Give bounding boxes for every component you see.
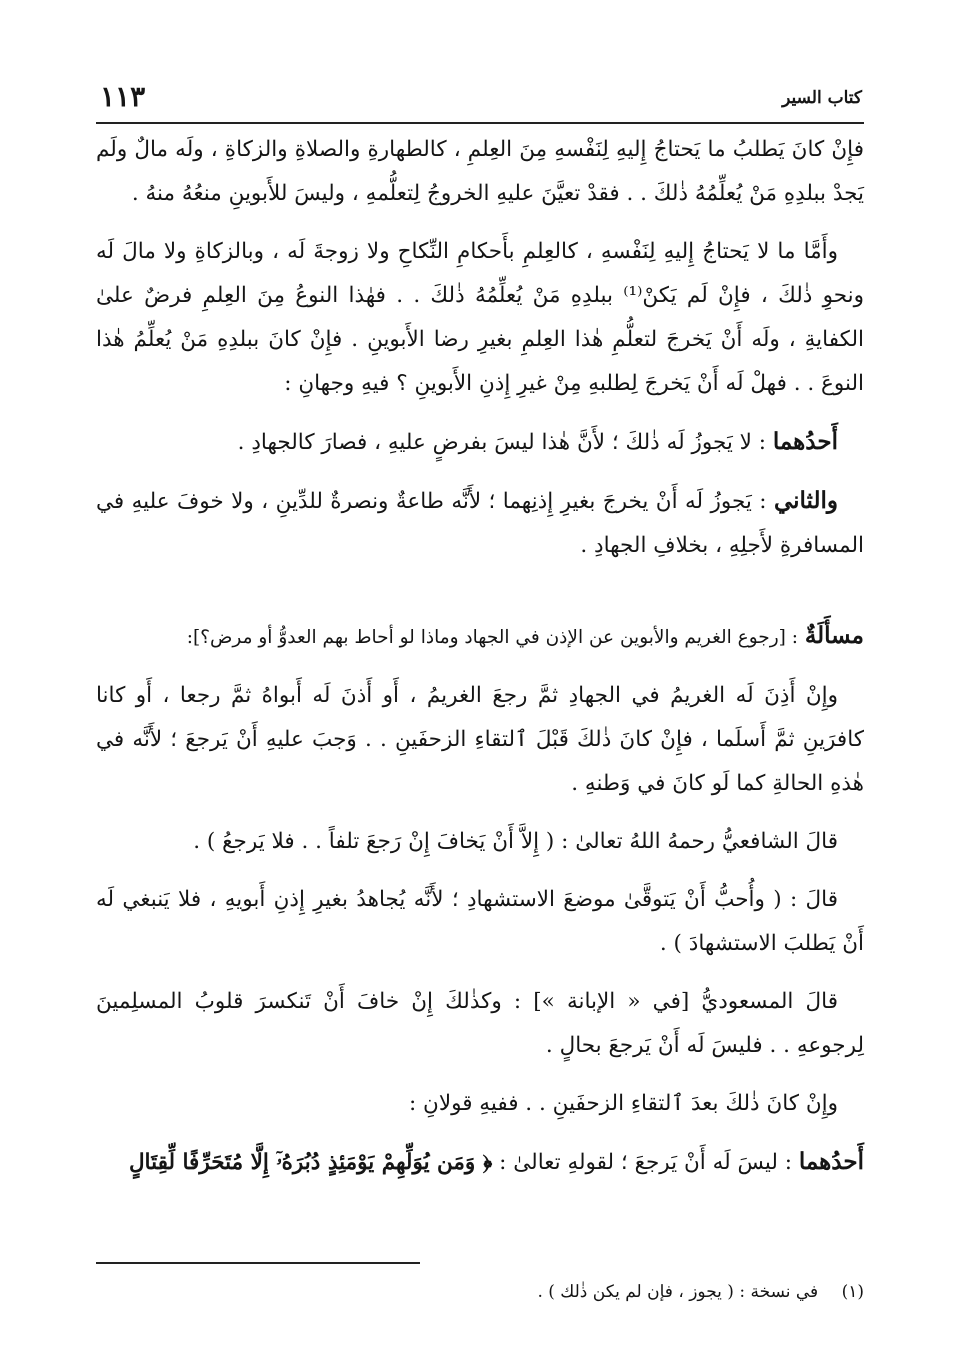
- issue-title: : [رجوع الغريم والأبوين عن الإذن في الجهاد وماذا لو أحاط بهم العدوُّ أو مرض؟]:: [186, 627, 798, 648]
- paragraph-2: وأَمَّا ما لا يَحتاجُ إِليهِ لِنَفْسهِ ، كالعِلمِ بأَحكامِ النِّكاحِ ولا زوجةَ لَه ، وبالزكاةِ ولا مالَ لَه ونحوِ ذٰلكَ ، فإِنْ لَم يَكنْ⁽¹⁾ ببلدِهِ مَنْ يُعلِّمُهُ ذٰلكَ . . فهٰذا النوعُ مِنَ العِلمِ فرضٌ علىٰ الكفايةِ ، ولَه أَنْ يَخرجَ لتعلُّمِ هٰذا العِلمِ بغيرِ رضا الأَبوينِ . فإِنْ كانَ ببلدِهِ مَنْ يُعلِّمُ هٰذا النوعَ . . فهلْ لَه أَنْ يَخرجَ لِطلبهِ مِنْ غيرِ إِذنِ الأَبوينِ ؟ فيهِ وجهانِ :: [96, 239, 864, 396]
- footnote-number: (١): [841, 1282, 864, 1302]
- issue-term: مسأَلَةٌ: [804, 622, 864, 649]
- second-opinion-term: والثاني: [773, 487, 838, 514]
- issue-heading: [96, 614, 864, 660]
- paragraph-5: وإِنْ أَذِنَ لَه الغريمُ في الجهادِ ثمَّ رجعَ الغريمُ ، أَو أَذنَ لَه أَبواهُ ثمَّ رجعا ، أَو كانا كافرَينِ ثمَّ أَسلَما ، فإِنْ كانَ ذٰلكَ قَبْلَ ٱلتقاءِ الزحفَينِ . . وَجبَ عليهِ أَنْ يَرجعَ ؛ لأَنَّه في هٰذهِ الحالةِ كما لَو كانَ في وَطنهِ .: [96, 683, 864, 796]
- paragraph-3: [96, 420, 864, 465]
- first-saying-term: أَحدُهما: [798, 1148, 864, 1175]
- section-gap: [96, 582, 864, 614]
- paragraph-1: فإِنْ كانَ يَطلبُ ما يَحتاجُ إِليهِ لِنَفْسهِ مِنَ العِلمِ ، كالطهارةِ والصلاةِ والزكاةِ ، ولَه مالٌ ولَم يَجدْ ببلدِهِ مَنْ يُعلِّمُهُ ذٰلكَ . . فقدْ تعيَّنَ عليهِ الخروجُ لِتعلُّمهِ ، وليسَ للأَبوينِ منعُهُ منهُ .: [96, 137, 864, 206]
- second-opinion-text: : يَجوزُ لَه أَنْ يخرجَ بغيرِ إِذنِهما ؛ لأَنَّه طاعةٌ ونصرةٌ للدِّينِ ، ولا خوفَ عليهِ في المسافرةِ لأَجلِهِ ، بخلافِ الجهادِ .: [96, 489, 864, 558]
- footnote-divider: [96, 1262, 420, 1264]
- first-saying-text: : ليسَ لَه أَنْ يَرجعَ ؛ لقولهِ تعالىٰ :: [499, 1150, 793, 1175]
- first-opinion-text: : لا يَجوزُ لَه ذٰلكَ ؛ لأَنَّ هٰذا ليسَ بفرضٍ عليهِ ، فصارَ كالجهادِ .: [237, 430, 767, 455]
- paragraph-9: وإِنْ كانَ ذٰلكَ بعدَ ٱلتقاءِ الزحفَينِ . . ففيهِ قولانِ :: [408, 1091, 838, 1116]
- paragraph-6: قالَ الشافعيُّ رحمهُ اللهُ تعالىٰ : ( إِلاَّ أَنْ يَخافَ إِنْ رَجعَ تلفاً . . فلا يَرجعُ ) .: [193, 829, 838, 854]
- paragraph-8: قالَ المسعوديُّ [في « الإبانة »] : وكذٰلكَ إِنْ خافَ أَنْ تَنكسرَ قلوبُ المسلِمينَ لِرجوعهِ . . فليسَ لَه أَنْ يَرجعَ بحالٍ .: [96, 989, 864, 1058]
- first-opinion-term: أَحدُهما: [772, 428, 838, 455]
- page-number: ١١٣: [100, 80, 146, 113]
- footnote-text: في نسخة : ( يجوز ، فإن لم يكن ذٰلك ) .: [537, 1282, 819, 1302]
- book-title: كتاب السير: [782, 88, 862, 108]
- quran-verse: ﴿ وَمَن يُوَلِّهِمْ يَوْمَئِذٍ دُبُرَهُۥٓ إِلَّا مُتَحَرِّفًا لِّقِتَالٍ: [128, 1150, 493, 1175]
- paragraph-10: [96, 1140, 864, 1185]
- paragraph-7: قالَ : ( وأُحبُّ أَنْ يَتوقَّىٰ موضعَ الاستشهادِ ؛ لأَنَّه يُجاهدُ بغيرِ إِذنِ أَبويهِ ، فلا يَنبغي لَه أَنْ يَطلبَ الاستشهادَ ) .: [96, 887, 864, 956]
- main-text: [96, 128, 864, 1199]
- footnote: [96, 1276, 864, 1308]
- paragraph-4: [96, 479, 864, 568]
- running-header: [96, 78, 864, 124]
